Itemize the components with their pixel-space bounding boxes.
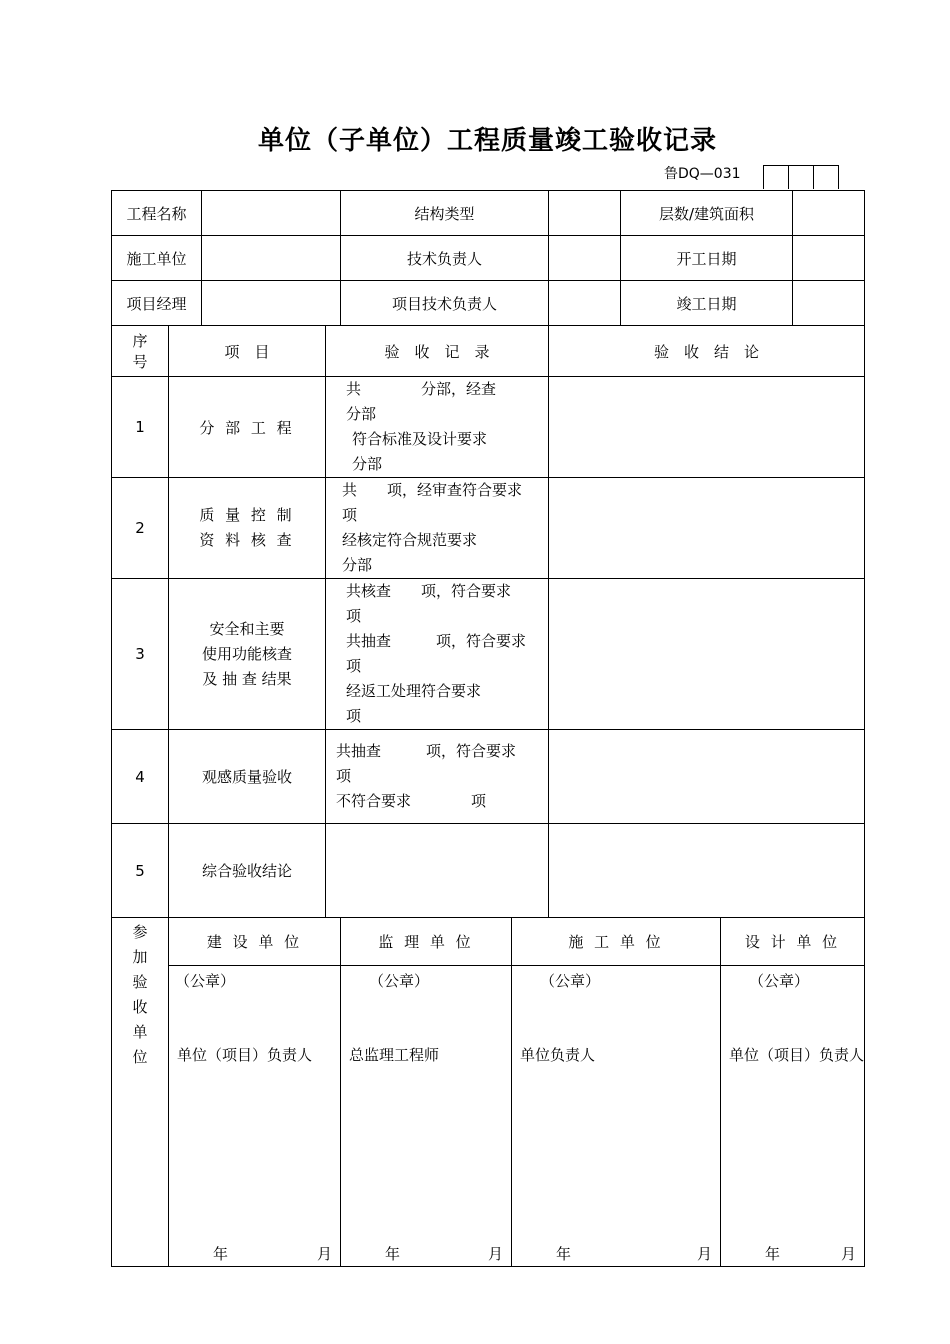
seq-header-line: 序: [132, 332, 148, 350]
info-value[interactable]: [793, 281, 865, 326]
info-row: [112, 236, 865, 281]
unit-signature-cell[interactable]: [169, 966, 341, 1267]
unit-signature-cell[interactable]: [512, 966, 721, 1267]
unit-name: 建 设 单 位: [169, 918, 341, 966]
acceptance-record-table: [111, 190, 865, 1267]
info-value[interactable]: [793, 191, 865, 236]
record-line: 共 分部，经查 分部: [346, 380, 557, 423]
responsible-label: 单位（项目）负责人: [729, 1046, 865, 1064]
item-name: 观感质量验收: [169, 730, 326, 824]
item-row: [112, 377, 865, 478]
info-label: 层数/建筑面积: [621, 191, 793, 236]
item-conclusion[interactable]: [549, 377, 865, 478]
record-header: 验 收 记 录: [326, 326, 549, 377]
item-conclusion[interactable]: [549, 824, 865, 918]
year-label: 年: [556, 1245, 572, 1263]
participants-label-char: 收: [132, 998, 148, 1016]
info-label: 竣工日期: [621, 281, 793, 326]
item-row: [112, 579, 865, 730]
item-record[interactable]: [326, 730, 549, 824]
item-record[interactable]: [326, 478, 553, 579]
participants-label-char: 验: [132, 973, 148, 991]
year-label: 年: [765, 1245, 781, 1263]
unit-name: 施 工 单 位: [512, 918, 721, 966]
participants-label-char: 参: [132, 923, 148, 941]
item-name-line: 质 量 控 制: [199, 506, 295, 524]
stamp-label: （公章）: [540, 972, 601, 990]
item-name: 分 部 工 程: [169, 377, 326, 478]
record-line: 共抽查 项，符合要求 项: [336, 742, 547, 785]
record-line: 不符合要求 项: [336, 792, 487, 810]
record-line: 共抽查 项，符合要求 项: [346, 632, 542, 675]
participants-header-row: [112, 918, 865, 966]
code-box-2: [788, 165, 814, 189]
info-label: 开工日期: [621, 236, 793, 281]
item-conclusion[interactable]: [549, 478, 865, 579]
info-label: 结构类型: [341, 191, 549, 236]
stamp-label: （公章）: [369, 972, 430, 990]
stamp-label: （公章）: [749, 972, 810, 990]
month-label: 月: [317, 1245, 333, 1263]
responsible-label: 单位（项目）负责人: [177, 1046, 313, 1064]
item-row: [112, 478, 865, 579]
item-conclusion[interactable]: [549, 730, 865, 824]
item-header: 项 目: [169, 326, 326, 377]
record-line: 经核定符合规范要求 分部: [342, 531, 538, 574]
year-label: 年: [385, 1245, 401, 1263]
item-row: [112, 824, 865, 918]
month-label: 月: [697, 1245, 713, 1263]
unit-signature-cell[interactable]: [341, 966, 512, 1267]
stamp-label: （公章）: [175, 972, 236, 990]
info-value[interactable]: [549, 281, 621, 326]
conclusion-header: 验 收 结 论: [549, 326, 865, 377]
record-line: 共 项，经审查符合要求 项: [342, 481, 553, 524]
item-name: [169, 478, 326, 579]
month-label: 月: [841, 1245, 857, 1263]
year-label: 年: [213, 1245, 229, 1263]
info-value[interactable]: [202, 281, 341, 326]
item-record[interactable]: [326, 579, 549, 730]
unit-signature-cell[interactable]: [721, 966, 865, 1267]
month-label: 月: [488, 1245, 504, 1263]
info-label: 项目经理: [112, 281, 202, 326]
item-row: [112, 730, 865, 824]
form-code: 鲁DQ—031: [664, 166, 741, 182]
info-label: 工程名称: [112, 191, 202, 236]
unit-name: 监 理 单 位: [341, 918, 512, 966]
item-record[interactable]: [326, 824, 549, 918]
seq-header-line: 号: [132, 353, 148, 371]
info-row: [112, 191, 865, 236]
info-row: [112, 281, 865, 326]
item-number: 1: [112, 377, 169, 478]
item-number: 4: [112, 730, 169, 824]
responsible-label: 单位负责人: [520, 1046, 596, 1064]
responsible-label: 总监理工程师: [349, 1046, 440, 1064]
participants-label-char: 加: [132, 948, 148, 966]
item-name: 综合验收结论: [169, 824, 326, 918]
code-box-3: [813, 165, 839, 189]
info-value[interactable]: [202, 191, 341, 236]
code-box-1: [763, 165, 789, 189]
info-value[interactable]: [549, 236, 621, 281]
record-line: 共核查 项，符合要求 项: [346, 582, 542, 625]
item-name-line: 安全和主要: [209, 619, 285, 638]
items-header-row: [112, 326, 865, 377]
seq-header: [112, 326, 169, 377]
record-line: 符合标准及设计要求 分部: [352, 430, 548, 473]
participants-label-char: 单: [132, 1023, 148, 1041]
info-value[interactable]: [202, 236, 341, 281]
info-label: 技术负责人: [341, 236, 549, 281]
item-conclusion[interactable]: [549, 579, 865, 730]
participants-label-char: 位: [132, 1048, 148, 1066]
item-number: 3: [112, 579, 169, 730]
item-number: 2: [112, 478, 169, 579]
item-name-line: 使用功能核查: [202, 644, 293, 663]
item-name: [169, 579, 326, 730]
page-title: 单位（子单位）工程质量竣工验收记录: [257, 126, 717, 156]
participants-label: [112, 918, 169, 1267]
record-line: 经返工处理符合要求 项: [346, 682, 542, 725]
info-label: 施工单位: [112, 236, 202, 281]
info-value[interactable]: [793, 236, 865, 281]
item-number: 5: [112, 824, 169, 918]
participants-body-row: [112, 966, 865, 1267]
unit-name: 设 计 单 位: [721, 918, 865, 966]
info-value[interactable]: [549, 191, 621, 236]
item-record[interactable]: [326, 377, 557, 478]
info-label: 项目技术负责人: [341, 281, 549, 326]
item-name-line: 资 料 核 查: [199, 531, 295, 549]
item-name-line: 及 抽 查 结果: [202, 669, 292, 688]
